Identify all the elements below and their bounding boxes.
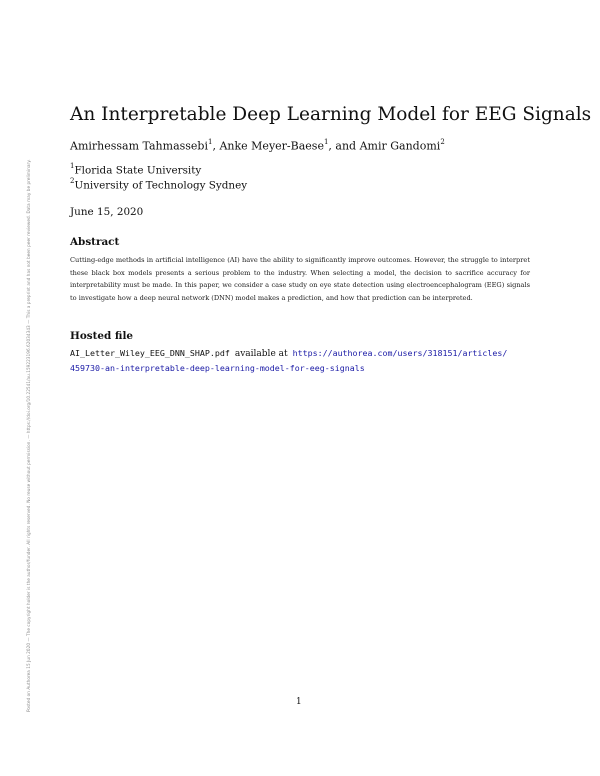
affiliation-name: University of Technology Sydney bbox=[74, 179, 248, 192]
author-name: Amir Gandomi bbox=[359, 139, 441, 153]
margin-note-text: Posted on Authorea 15 Jun 2020 — The copyright holder is the author/funder. All rights reserved. No reuse without permission. — https://doi.org/10.22541/au.159223196.62034343 — This a preprint and has not been peer reviewed. Data may be preliminary. bbox=[26, 159, 31, 712]
hosted-link-line-1: https://authorea.com/users/318151/articles/ bbox=[292, 348, 508, 358]
publication-date: June 15, 2020 bbox=[70, 206, 144, 218]
author-affiliation-marker: 2 bbox=[440, 138, 445, 146]
affiliation bbox=[70, 163, 201, 176]
page-number: 1 bbox=[296, 697, 302, 707]
author-affiliation-marker: 1 bbox=[323, 138, 329, 146]
paper-title: An Interpretable Deep Learning Model for EEG Signals bbox=[70, 104, 592, 125]
author-name: Anke Meyer-Baese bbox=[219, 139, 324, 153]
hosted-file-heading: Hosted file bbox=[70, 330, 134, 342]
abstract-heading: Abstract bbox=[70, 236, 120, 248]
affiliation-marker: 1 bbox=[70, 162, 75, 170]
hosted-available-text: available at bbox=[234, 349, 288, 359]
author-name: Amirhessam Tahmassebi bbox=[70, 139, 208, 153]
abstract-text: Cutting-edge methods in artificial intelligence (AI) have the ability to significantly improve outcomes. However, the struggle to interpret these black box models presents a serious problem to the industry. When selecting a model, the decision to sacrifice accuracy for interpretability must be made. In this paper, we consider a case study on eye state detection using electroencephalogram (EEG) signals to investigate how a deep neural network (DNN) model makes a prediction, and how that prediction can be interpreted. bbox=[70, 256, 530, 302]
affiliation-marker: 2 bbox=[70, 177, 75, 185]
author-separator: , and bbox=[328, 139, 360, 153]
author-separator: , bbox=[212, 139, 220, 153]
author-list bbox=[70, 139, 445, 153]
author-affiliation-marker: 1 bbox=[208, 138, 213, 146]
affiliation-name: Florida State University bbox=[74, 164, 202, 177]
hosted-filename: AI_Letter_Wiley_EEG_DNN_SHAP.pdf bbox=[70, 348, 230, 358]
hosted-file-info bbox=[70, 347, 530, 375]
affiliation bbox=[70, 178, 247, 191]
margin-note bbox=[26, 92, 34, 712]
hosted-link-line-2: 459730-an-interpretable-deep-learning-model-for-eeg-signals bbox=[70, 362, 365, 373]
